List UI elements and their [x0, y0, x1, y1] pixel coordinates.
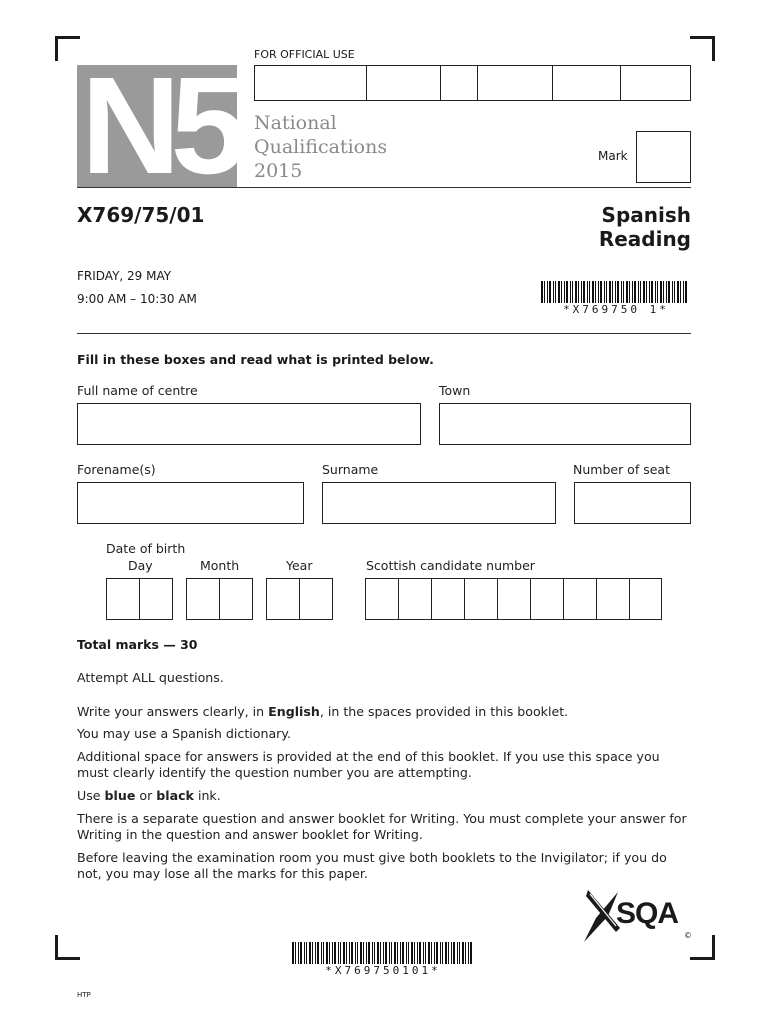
barcode-bar: [377, 942, 379, 964]
barcode-bar: [419, 942, 421, 964]
official-use-box[interactable]: [553, 66, 621, 100]
barcode-bar: [646, 281, 647, 303]
barcode-bar: [300, 942, 302, 964]
separate-booklet-text: There is a separate question and answer booklet for Writing. You must complete your answer for Writing in the question and answer booklet for Writing.: [77, 811, 687, 842]
barcode-bar: [462, 942, 464, 964]
barcode-bar: [391, 942, 392, 964]
barcode-bar: [366, 942, 367, 964]
barcode-bar: [617, 281, 619, 303]
crop-mark-bottom-right: [690, 935, 715, 960]
barcode-bar: [436, 942, 438, 964]
barcode-bar: [612, 281, 613, 303]
ink-or: or: [135, 788, 157, 803]
barcode-bar: [317, 942, 319, 964]
digit-box[interactable]: [465, 579, 498, 619]
town-label: Town: [439, 383, 471, 398]
barcode-bar: [657, 281, 658, 303]
barcode-bar: [561, 281, 562, 303]
barcode-bar: [634, 281, 636, 303]
barcode-bar: [385, 942, 387, 964]
barcode-bar: [414, 942, 415, 964]
barcode-bar: [295, 942, 296, 964]
digit-box[interactable]: [399, 579, 432, 619]
barcode-bar: [629, 281, 630, 303]
digit-box[interactable]: [630, 579, 661, 619]
digit-box[interactable]: [220, 579, 252, 619]
surname-label: Surname: [322, 462, 379, 477]
digit-box[interactable]: [107, 579, 140, 619]
scn-label: Scottish candidate number: [366, 558, 535, 573]
barcode-bar: [623, 281, 624, 303]
barcode-bar: [680, 281, 681, 303]
qualifications-year: 2015: [254, 160, 303, 182]
digit-box[interactable]: [597, 579, 630, 619]
barcode-bar: [595, 281, 596, 303]
barcode-bar: [643, 281, 645, 303]
barcode-bar: [298, 942, 299, 964]
digit-box[interactable]: [267, 579, 300, 619]
official-use-box[interactable]: [367, 66, 441, 100]
barcode-bar: [564, 281, 565, 303]
seat-label: Number of seat: [573, 462, 670, 477]
subject-line2: Reading: [598, 227, 691, 251]
digit-box[interactable]: [432, 579, 465, 619]
barcode-bar: [349, 942, 350, 964]
dob-day-boxes[interactable]: [106, 578, 173, 620]
barcode-bar: [558, 281, 560, 303]
barcode-bar: [609, 281, 611, 303]
barcode-bar: [406, 942, 407, 964]
barcode-bottom-text: *X769750101*: [325, 964, 441, 977]
write-answers-before: Write your answers clearly, in: [77, 704, 269, 719]
barcode-bar: [326, 942, 328, 964]
barcode-bar: [626, 281, 628, 303]
barcode-bar: [332, 942, 333, 964]
mark-label: Mark: [598, 149, 628, 163]
total-marks: Total marks — 30: [77, 637, 198, 652]
barcode-bar: [468, 942, 469, 964]
attempt-text: Attempt ALL questions.: [77, 670, 224, 685]
footer-code: HTP: [77, 991, 91, 999]
barcode-bar: [589, 281, 590, 303]
header-rule: [77, 187, 691, 188]
seat-field[interactable]: [574, 482, 691, 524]
barcode-bar: [329, 942, 330, 964]
centre-label: Full name of centre: [77, 383, 198, 398]
fill-instruction: Fill in these boxes and read what is printed below.: [77, 352, 434, 367]
barcode-bar: [425, 942, 426, 964]
dob-month-boxes[interactable]: [186, 578, 253, 620]
barcode-bar: [621, 281, 622, 303]
official-use-box[interactable]: [621, 66, 690, 100]
barcode-bar: [334, 942, 336, 964]
official-use-box[interactable]: [478, 66, 553, 100]
barcode-bar: [581, 281, 582, 303]
barcode-bar: [572, 281, 573, 303]
barcode-bar: [575, 281, 577, 303]
before-leaving-text: Before leaving the examination room you must give both booklets to the Invigilator; if you do not, you may lose all the marks for this paper.: [77, 850, 667, 881]
dob-year-boxes[interactable]: [266, 578, 333, 620]
paper-code: X769/75/01: [77, 203, 205, 227]
barcode-bar: [570, 281, 571, 303]
write-answers-text: [77, 704, 691, 720]
barcode-bar: [355, 942, 356, 964]
barcode-bar: [638, 281, 639, 303]
barcode-bar: [323, 942, 324, 964]
additional-space-text: Additional space for answers is provided at the end of this booklet. If you use this space you must clearly identify the question number you are attempting.: [77, 749, 660, 780]
forename-field[interactable]: [77, 482, 304, 524]
barcode-bar: [321, 942, 322, 964]
mark-box[interactable]: [636, 131, 691, 183]
barcode-bar: [666, 281, 667, 303]
n5-logo: N5: [77, 65, 237, 187]
barcode-bar: [431, 942, 432, 964]
barcode-bar: [309, 942, 311, 964]
write-answers-after: , in the spaces provided in this booklet.: [319, 704, 569, 719]
barcode-bar: [346, 942, 347, 964]
barcode-bar: [674, 281, 675, 303]
month-label: Month: [200, 558, 240, 573]
barcode-bar: [606, 281, 607, 303]
barcode-bar: [304, 942, 305, 964]
barcode-bar: [553, 281, 554, 303]
digit-box[interactable]: [366, 579, 399, 619]
barcode-bar: [428, 942, 430, 964]
centre-field[interactable]: [77, 403, 421, 445]
barcode-bottom: [292, 942, 474, 964]
barcode-bar: [383, 942, 384, 964]
barcode-bar: [423, 942, 424, 964]
qualifications-line2: Qualifications: [254, 136, 388, 158]
barcode-bar: [640, 281, 641, 303]
barcode-bar: [368, 942, 370, 964]
barcode-bar: [598, 281, 599, 303]
barcode-bar: [292, 942, 294, 964]
subject-line1: Spanish: [601, 203, 691, 227]
barcode-bar: [470, 942, 472, 964]
barcode-bar: [566, 281, 568, 303]
digit-box[interactable]: [498, 579, 531, 619]
barcode-bar: [397, 942, 398, 964]
subject-title: [599, 203, 691, 251]
barcode-bar: [389, 942, 390, 964]
exam-time: 9:00 AM – 10:30 AM: [77, 292, 197, 306]
barcode-top-text: *X769750 1*: [563, 303, 669, 316]
year-label: Year: [286, 558, 313, 573]
surname-field[interactable]: [322, 482, 556, 524]
barcode-bar: [400, 942, 401, 964]
digit-box[interactable]: [300, 579, 332, 619]
barcode-bar: [351, 942, 353, 964]
barcode-bar: [394, 942, 396, 964]
copyright-mark: ©: [684, 931, 692, 940]
barcode-bar: [672, 281, 673, 303]
barcode-bar: [604, 281, 605, 303]
barcode-bar: [555, 281, 556, 303]
qualifications-title: [254, 111, 387, 183]
official-use-box[interactable]: [255, 66, 367, 100]
barcode-bar: [660, 281, 662, 303]
barcode-bar: [442, 942, 443, 964]
ink-after: ink.: [193, 788, 221, 803]
official-use-box[interactable]: [441, 66, 478, 100]
digit-box[interactable]: [140, 579, 172, 619]
barcode-bar: [451, 942, 452, 964]
digit-box[interactable]: [564, 579, 597, 619]
ink-black: black: [156, 788, 194, 803]
barcode-bar: [312, 942, 313, 964]
barcode-bar: [685, 281, 687, 303]
day-label: Day: [128, 558, 153, 573]
barcode-bar: [541, 281, 543, 303]
barcode-bar: [592, 281, 594, 303]
ink-text: [77, 788, 691, 804]
barcode-bar: [360, 942, 362, 964]
crop-mark-bottom-left: [55, 935, 80, 960]
barcode-bar: [408, 942, 409, 964]
barcode-bar: [663, 281, 664, 303]
dob-label: Date of birth: [106, 541, 186, 556]
barcode-bar: [411, 942, 413, 964]
barcode-bar: [649, 281, 650, 303]
barcode-bar: [448, 942, 449, 964]
exam-date: FRIDAY, 29 MAY: [77, 269, 172, 283]
barcode-bar: [357, 942, 358, 964]
barcode-bar: [417, 942, 418, 964]
barcode-bar: [363, 942, 364, 964]
forename-label: Forename(s): [77, 462, 156, 477]
digit-box[interactable]: [187, 579, 220, 619]
crop-mark-top-right: [690, 36, 715, 61]
barcode-bar: [402, 942, 404, 964]
barcode-bar: [380, 942, 381, 964]
sqa-logo-text: SQA: [616, 897, 679, 930]
barcode-bar: [677, 281, 679, 303]
barcode-bar: [459, 942, 460, 964]
digit-box[interactable]: [531, 579, 564, 619]
barcode-bar: [544, 281, 545, 303]
barcode-bar: [457, 942, 458, 964]
barcode-bar: [440, 942, 441, 964]
barcode-bar: [306, 942, 307, 964]
town-field[interactable]: [439, 403, 691, 445]
barcode-bar: [340, 942, 341, 964]
barcode-top: [541, 281, 691, 303]
barcode-bar: [434, 942, 435, 964]
barcode-bar: [453, 942, 455, 964]
barcode-bar: [655, 281, 656, 303]
barcode-bar: [615, 281, 616, 303]
official-use-boxes[interactable]: [254, 65, 691, 101]
barcode-bar: [445, 942, 447, 964]
ink-blue: blue: [104, 788, 136, 803]
barcode-bar: [338, 942, 339, 964]
barcode-bar: [587, 281, 588, 303]
barcode-bar: [343, 942, 345, 964]
barcode-bar: [668, 281, 670, 303]
barcode-bar: [683, 281, 684, 303]
barcode-bar: [549, 281, 551, 303]
barcode-bar: [600, 281, 602, 303]
barcode-bar: [465, 942, 466, 964]
write-answers-bold: English: [268, 704, 320, 719]
qualifications-line1: National: [254, 112, 337, 134]
ink-before: Use: [77, 788, 105, 803]
dictionary-text: You may use a Spanish dictionary.: [77, 726, 291, 741]
barcode-bar: [632, 281, 633, 303]
barcode-bar: [374, 942, 375, 964]
barcode-bar: [547, 281, 548, 303]
crop-mark-top-left: [55, 36, 80, 61]
scn-boxes[interactable]: [365, 578, 662, 620]
official-use-label: FOR OFFICIAL USE: [254, 48, 355, 61]
section-rule: [77, 333, 691, 334]
barcode-bar: [578, 281, 579, 303]
barcode-bar: [583, 281, 585, 303]
barcode-bar: [372, 942, 373, 964]
barcode-bar: [315, 942, 316, 964]
barcode-bar: [651, 281, 653, 303]
